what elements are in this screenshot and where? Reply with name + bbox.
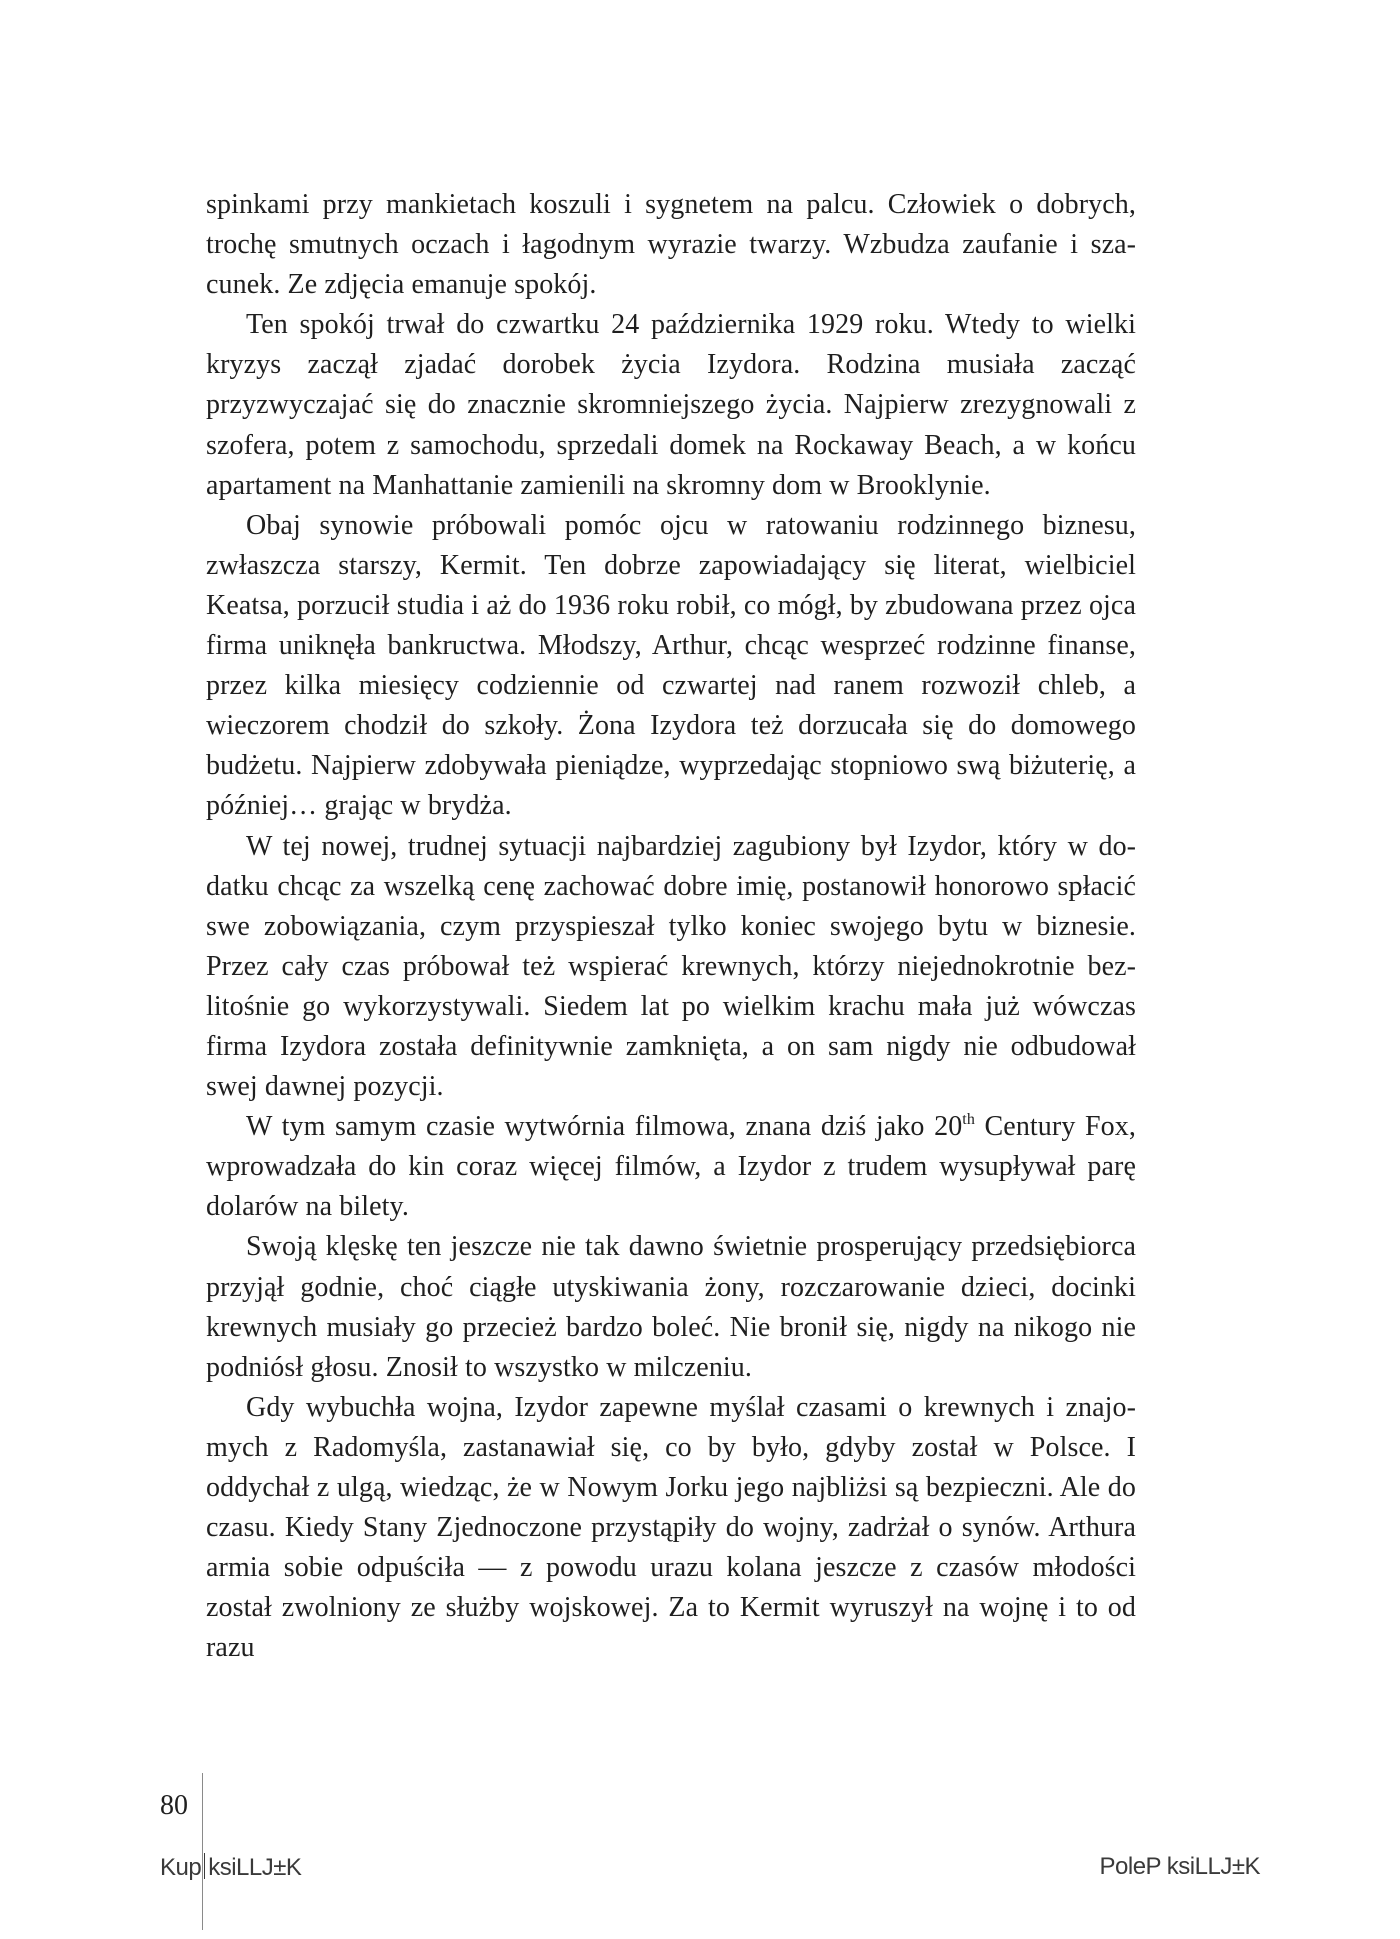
footer-left — [160, 1853, 301, 1882]
paragraph: Gdy wybuchła wojna, Izydor zapewne myślał czasami o krewnych i znajomych z Radomyśla, zastanawiał się, co by było, gdyby został w Polsce. I oddychał z ulgą, wiedząc, że w Nowym Jorku jego najbliżsi są bezpieczni. Ale do czasu. Kiedy Stany Zjednoczone przystąpiły do wojny, zadrżał o synów. Arthura armia sobie odpuściła — z powodu urazu kolana jeszcze z czasów młodości został zwolniony ze służby wojskowej. Za to Kermit wyruszył na wojnę i to od razu — [206, 1391, 1136, 1664]
paragraph: Obaj synowie próbowali pomóc ojcu w ratowaniu rodzinnego biznesu, zwłaszcza starszy, Kermit. Ten dobrze zapowiadający się literat, wielbiciel Keatsa, porzucił studia i aż do 1936 roku robił, co mógł, by zbudowana przez ojca firma uniknęła bankructwa. Młodszy, Arthur, chcąc wesprzeć rodzinne finanse, przez kilka miesięcy codziennie od czwartej nad ranem rozwoził chleb, a wieczorem chodził do szkoły. Żona Izydora też dorzucała się do domowego budżetu. Najpierw zdobywała pieniądze, wyprzedając stopniowo swą biżuterię, a później… grając w brydża. — [206, 509, 1136, 822]
footer-separator — [204, 1853, 205, 1879]
paragraph: spinkami przy mankietach koszuli i sygnetem na palcu. Człowiek o dobrych, trochę smutnych oczach i łagodnym wyrazie twarzy. Wzbudza zaufanie i szacunek. Ze zdjęcia emanuje spokój. — [206, 189, 1136, 301]
footer-right: PoleP ksiLLJ±K — [1099, 1853, 1260, 1880]
margin-divider — [202, 1773, 203, 1930]
paragraph: Ten spokój trwał do czwartku 24 października 1929 roku. Wtedy to wielki kryzys zaczął zjadać dorobek życia Izydora. Rodzina musiała zacząć przyzwyczajać się do znacznie skromniejszego życia. Najpierw zrezygnowali z szofera, potem z samochodu, sprzedali domek na Rockaway Beach, a w końcu apartament na Manhattanie zamienili na skromny dom w Brooklynie. — [206, 309, 1136, 501]
paragraph — [206, 1107, 1136, 1227]
paragraph: W tej nowej, trudnej sytuacji najbardziej zagubiony był Izydor, który w dodatku chcąc za wszelką cenę zachować dobre imię, postanowił honorowo spłacić swe zobowiązania, czym przyspieszał tylko koniec swojego bytu w biznesie. Przez cały czas próbował też wspierać krewnych, którzy niejednokrotnie bezlitośnie go wykorzystywali. Siedem lat po wielkim krachu mała już wówczas firma Izydora została definitywnie zamknięta, a on sam nigdy nie odbudował swej dawnej pozycji. — [206, 830, 1136, 1103]
body-text — [206, 185, 1136, 1668]
footer-left-text: ksiLLJ±K — [208, 1854, 302, 1881]
paragraph-text: Century Fox, wprowadzała do kin coraz więcej filmów, a Izydor z trudem wysupływał parę dolarów na bilety. — [206, 1111, 1136, 1223]
paragraph-text: W tym samym czasie wytwórnia filmowa, znana dziś jako 20 — [246, 1111, 963, 1143]
superscript: th — [962, 1111, 975, 1129]
page-number: 80 — [160, 1790, 188, 1821]
paragraph: Swoją klęskę ten jeszcze nie tak dawno świetnie prosperujący przedsiębiorca przyjął godnie, choć ciągłe utyskiwania żony, rozczarowanie dzieci, docinki krewnych musiały go przecież bardzo boleć. Nie bronił się, nigdy na nikogo nie podniósł głosu. Znosił to wszystko w milczeniu. — [206, 1231, 1136, 1383]
footer-left-text: Kup — [160, 1854, 202, 1881]
